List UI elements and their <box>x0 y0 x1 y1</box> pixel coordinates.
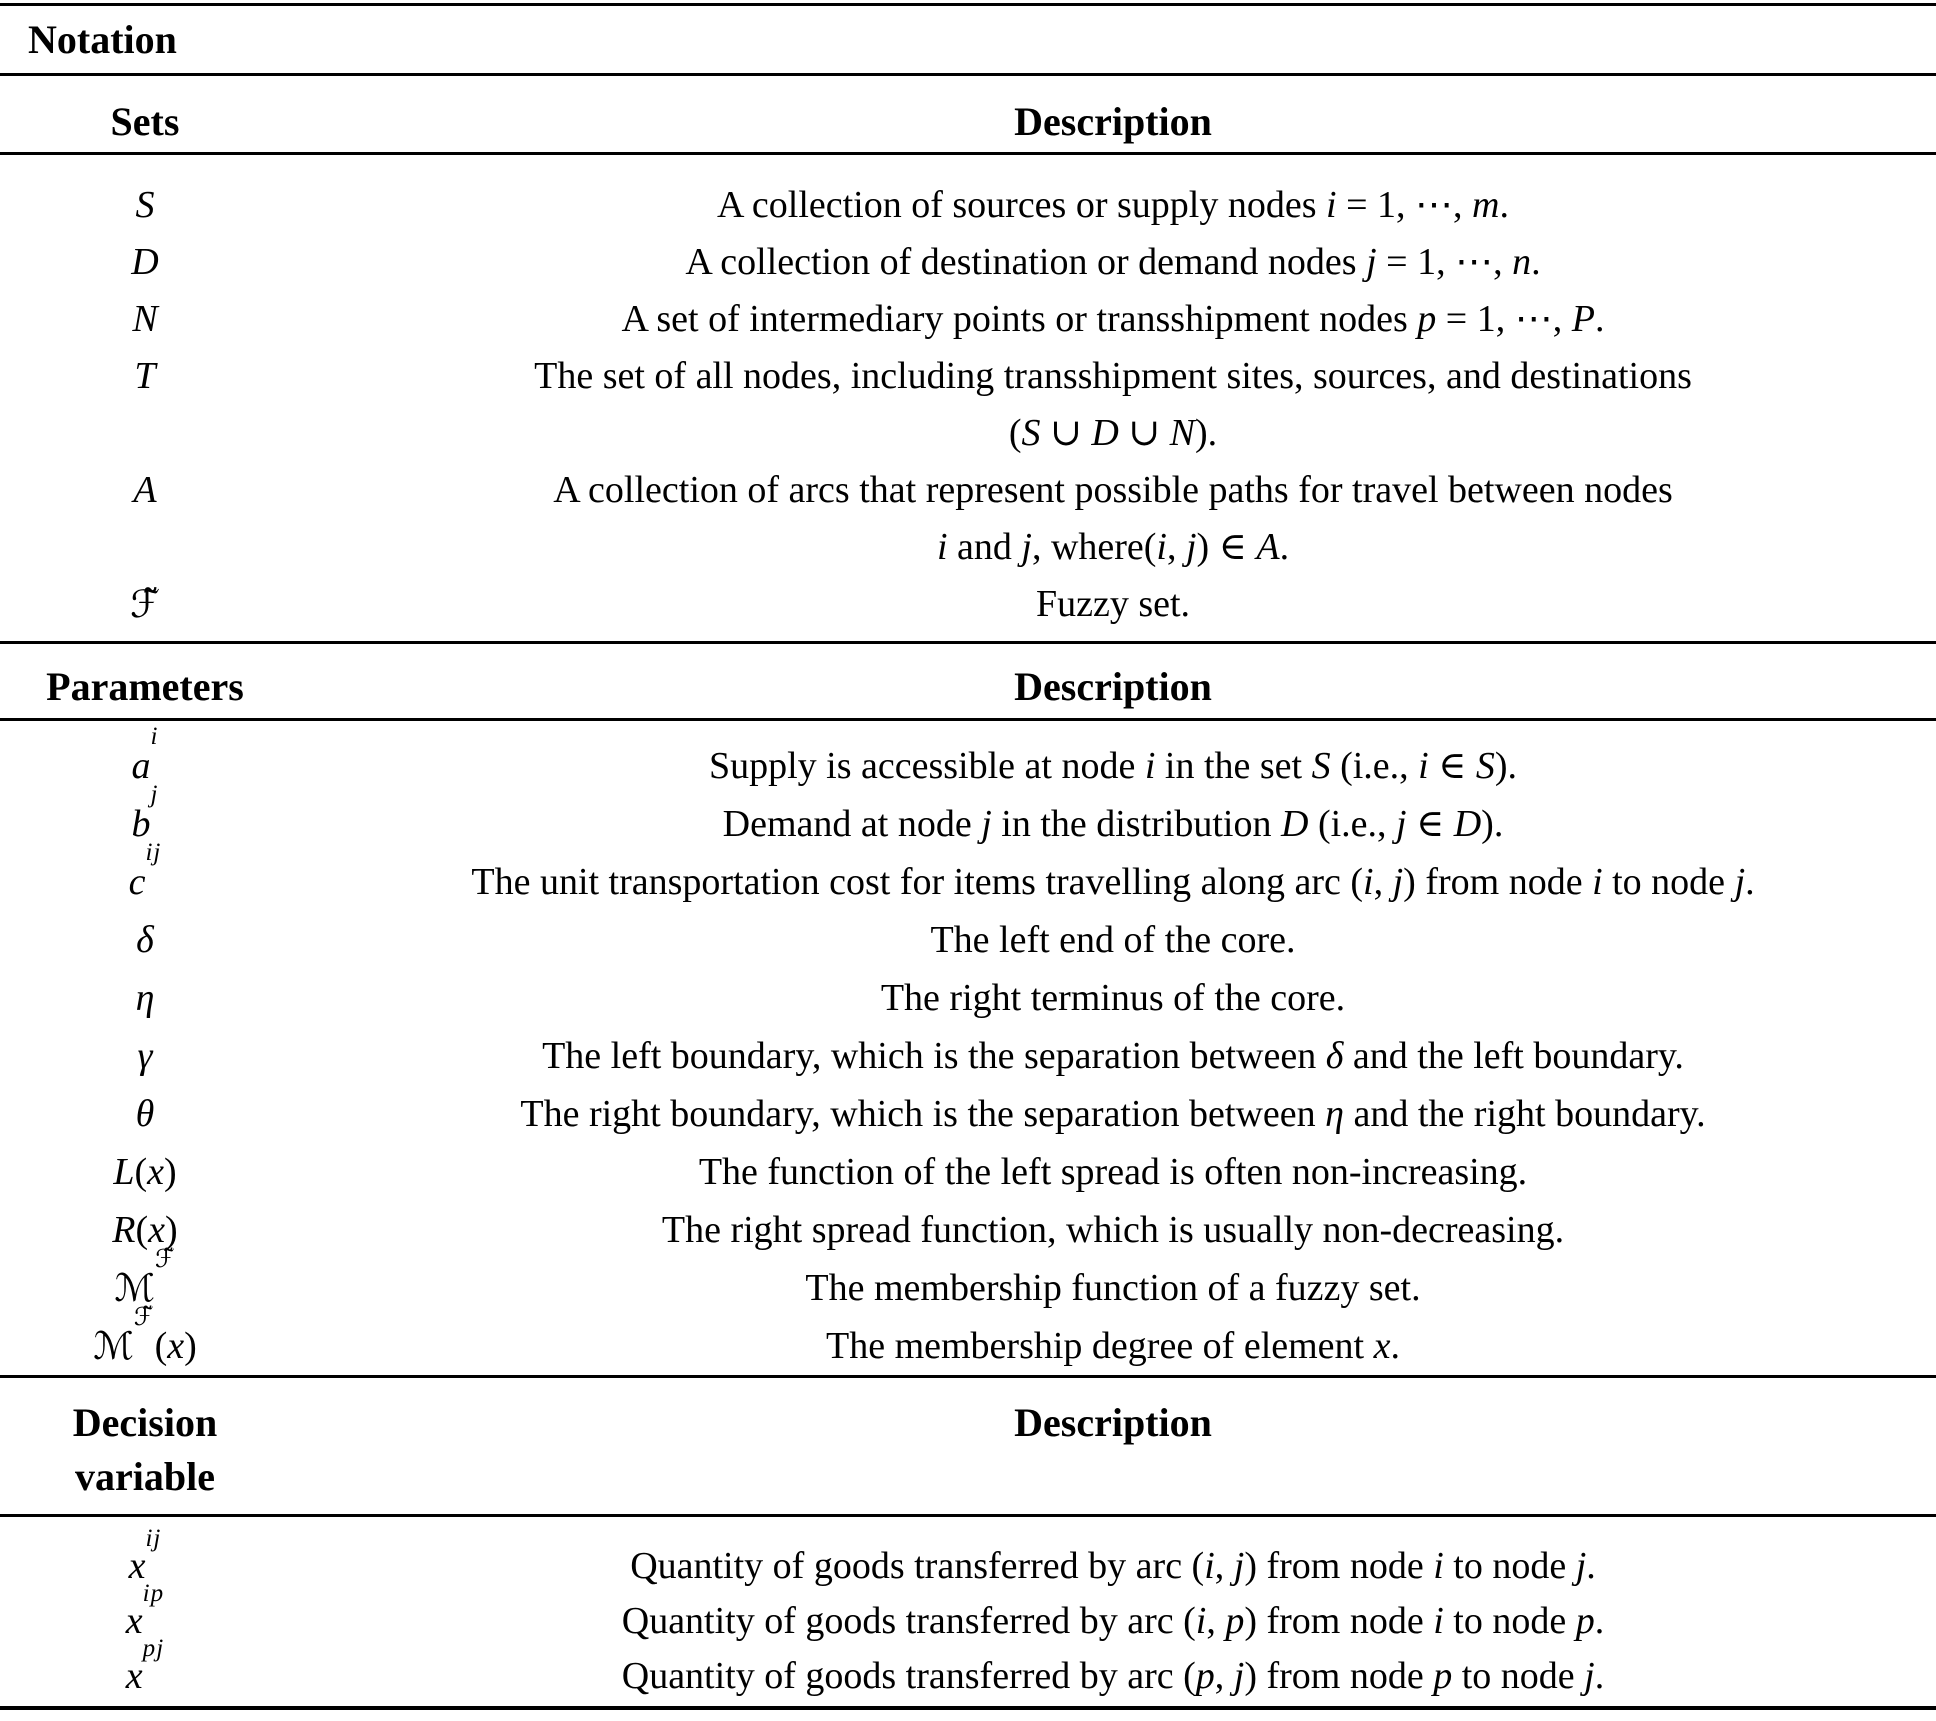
description-cell <box>290 1594 1936 1649</box>
description-line: The unit transportation cost for items travelling along arc (i, j) from node i to node j. <box>471 861 1755 903</box>
description-line: (S ∪ D ∪ N). <box>1008 412 1218 454</box>
description-line: i and j, where(i, j) ∈ A. <box>936 526 1290 568</box>
sets-section <box>0 155 1936 641</box>
sets-header-col1: Sets <box>110 98 180 144</box>
table-row <box>0 348 1936 462</box>
symbol-cell: x ij <box>128 1525 162 1587</box>
parameters-header-row <box>0 644 1936 718</box>
bottom-rule <box>0 1706 1936 1710</box>
description-cell <box>290 1027 1936 1085</box>
symbol-cell: θ <box>135 1093 155 1135</box>
symbol-cell: γ <box>137 1035 153 1077</box>
description-cell <box>290 1539 1936 1594</box>
description-cell <box>290 1259 1936 1317</box>
description-line: The right boundary, which is the separation between η and the right boundary. <box>520 1093 1706 1135</box>
table-row <box>0 1580 1936 1649</box>
description-line: A collection of arcs that represent possible paths for travel between nodes <box>553 469 1673 511</box>
description-cell <box>290 1085 1936 1143</box>
table-row <box>0 177 1936 234</box>
decision-section <box>0 1517 1936 1706</box>
description-cell <box>290 969 1936 1027</box>
description-cell <box>290 1201 1936 1259</box>
description-cell <box>290 1143 1936 1201</box>
description-cell <box>290 795 1936 853</box>
sets-header-col2: Description <box>1014 98 1212 144</box>
description-line: Quantity of goods transferred by arc (i, p) from node i to node p. <box>621 1600 1605 1642</box>
description-cell <box>290 177 1936 234</box>
symbol-cell: S <box>135 184 155 226</box>
symbol-cell: x pj <box>125 1635 165 1697</box>
table-row <box>0 576 1936 633</box>
symbol-cell: δ <box>136 919 154 961</box>
table-row <box>0 462 1936 576</box>
description-cell <box>290 853 1936 911</box>
table-row <box>0 1085 1936 1143</box>
parameters-header-col2: Description <box>1014 663 1212 709</box>
decision-header-row <box>0 1378 1936 1514</box>
table-row <box>0 781 1936 853</box>
symbol-cell: b j <box>131 781 159 845</box>
description-line: The membership degree of element x. <box>826 1325 1400 1367</box>
symbol-cell: a i <box>131 723 159 787</box>
table-row <box>0 1201 1936 1259</box>
description-line: The left end of the core. <box>930 919 1296 961</box>
symbol-cell: D <box>131 241 159 283</box>
symbol-cell: L ( x ) <box>113 1151 177 1193</box>
sets-header-row <box>0 76 1936 152</box>
description-line: The right spread function, which is usually non-decreasing. <box>661 1209 1565 1251</box>
symbol-cell: ℳ ℱ̃ ( x ) <box>93 1302 197 1368</box>
description-line: A collection of destination or demand nodes j = 1, ⋯, n. <box>685 241 1541 283</box>
decision-header-line1: Decision <box>72 1400 218 1445</box>
description-line: Quantity of goods transferred by arc (i, j) from node i to node j. <box>630 1545 1596 1587</box>
description-line: The right terminus of the core. <box>880 977 1346 1019</box>
parameters-section <box>0 721 1936 1375</box>
table-row <box>0 1143 1936 1201</box>
description-cell <box>290 576 1936 633</box>
description-line: Quantity of goods transferred by arc (p, j) from node p to node j. <box>621 1655 1605 1697</box>
description-cell <box>290 1317 1936 1375</box>
decision-header-line2: variable <box>75 1454 215 1499</box>
description-cell <box>290 737 1936 795</box>
symbol-cell: ℱ̃ <box>130 582 160 626</box>
table-title: Notation <box>28 17 177 62</box>
symbol-cell: c ij <box>128 839 162 903</box>
description-cell <box>290 348 1936 462</box>
description-cell <box>290 291 1936 348</box>
description-cell <box>290 1649 1936 1704</box>
table-row <box>0 839 1936 911</box>
decision-header-col2: Description <box>1014 1400 1212 1445</box>
symbol-cell: R ( x ) <box>112 1209 178 1251</box>
table-row <box>0 1525 1936 1594</box>
table-row <box>0 1027 1936 1085</box>
table-title-row <box>0 6 1936 73</box>
description-line: The set of all nodes, including transshipment sites, sources, and destinations <box>534 355 1692 397</box>
table-row <box>0 291 1936 348</box>
parameters-header-col1: Parameters <box>46 663 244 709</box>
symbol-cell: η <box>135 977 155 1019</box>
description-cell <box>290 234 1936 291</box>
symbol-cell: N <box>132 298 158 340</box>
description-line: A set of intermediary points or transshipment nodes p = 1, ⋯, P. <box>621 298 1605 340</box>
description-line: A collection of sources or supply nodes i = 1, ⋯, m. <box>717 184 1509 226</box>
description-line: Demand at node j in the distribution D (i.e., j ∈ D). <box>722 803 1504 845</box>
description-cell <box>290 911 1936 969</box>
decision-header-col1 <box>0 1396 290 1504</box>
table-row <box>0 723 1936 795</box>
table-row <box>0 911 1936 969</box>
description-cell <box>290 462 1936 576</box>
table-row <box>0 234 1936 291</box>
symbol-cell: ℳ ℱ̃ <box>114 1244 176 1310</box>
symbol-cell: x ip <box>125 1580 165 1642</box>
description-line: Fuzzy set. <box>1035 583 1191 625</box>
symbol-cell: T <box>134 355 156 397</box>
table-row <box>0 1244 1936 1317</box>
table-row <box>0 969 1936 1027</box>
symbol-cell: A <box>133 469 157 511</box>
description-line: Supply is accessible at node i in the set S (i.e., i ∈ S). <box>708 745 1518 787</box>
description-line: The membership function of a fuzzy set. <box>805 1267 1421 1309</box>
description-line: The function of the left spread is often non-increasing. <box>698 1151 1528 1193</box>
table-row <box>0 1302 1936 1375</box>
description-line: The left boundary, which is the separation between δ and the left boundary. <box>542 1035 1684 1077</box>
table-row <box>0 1635 1936 1704</box>
